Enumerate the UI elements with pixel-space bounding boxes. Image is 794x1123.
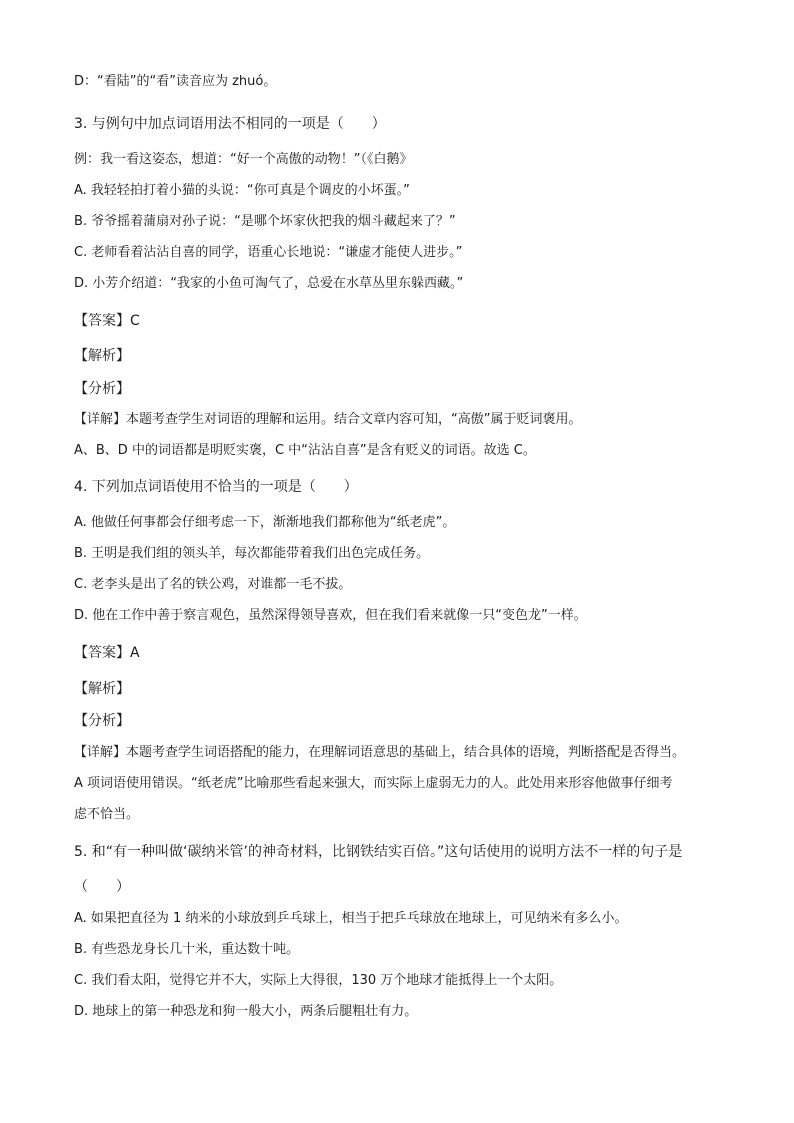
question-4-option-c: C. 老李头是出了名的铁公鸡，对谁都一毛不拔。 — [74, 577, 352, 592]
question-3-detail: 【详解】本题考查学生对词语的理解和运用。结合文章内容可知，“高傲”属于贬词褒用。 — [74, 412, 582, 427]
question-3-option-a: A. 我轻轻拍打着小猫的头说：“你可真是个调皮的小坏蛋。” — [74, 183, 410, 198]
question-4-fenxi-heading: 【分析】 — [74, 713, 130, 729]
question-3-answer: 【答案】C — [74, 313, 140, 329]
question-4-stem: 4. 下列加点词语使用不恰当的一项是（ ） — [74, 479, 358, 495]
question-3-example: 例：我一看这姿态，想道：“好一个高傲的动物！”（《白鹅》 — [74, 152, 413, 167]
question-4-answer: 【答案】A — [74, 645, 140, 661]
question-3-stem: 3. 与例句中加点词语用法不相同的一项是（ ） — [74, 116, 386, 132]
question-3-option-b: B. 爷爷摇着蒲扇对孙子说：“是哪个坏家伙把我的烟斗藏起来了？” — [74, 214, 456, 229]
question-3-detail-continued: A、B、D 中的词语都是明贬实褒，C 中“沾沾自喜”是含有贬义的词语。故选 C。 — [74, 443, 536, 458]
question-4-detail-continued: A 项词语使用错误。“纸老虎”比喻那些看起来强大，而实际上虚弱无力的人。此处用来形容他做事仔细考 — [74, 776, 673, 791]
question-5-option-c: C. 我们看太阳，觉得它并不大，实际上大得很，130 万个地球才能抵得上一个太阳。 — [74, 973, 563, 988]
question-3-fenxi-heading: 【分析】 — [74, 381, 130, 397]
question-5-option-a: A. 如果把直径为 1 纳米的小球放到乒乓球上，相当于把乒乓球放在地球上，可见纳米有多么小。 — [74, 911, 628, 926]
question-3-option-c: C. 老师看着沾沾自喜的同学，语重心长地说：“谦虚才能使人进步。” — [74, 245, 463, 260]
question-4-option-d: D. 他在工作中善于察言观色，虽然深得领导喜欢，但在我们看来就像一只“变色龙”一样。 — [74, 608, 587, 623]
question-4-option-a: A. 他做任何事都会仔细考虑一下，渐渐地我们都称他为“纸老虎”。 — [74, 515, 456, 530]
question-3-analysis-heading: 【解析】 — [74, 348, 130, 364]
question-5-stem: 5. 和“有一种叫做‘碳纳米管’的神奇材料，比钢铁结实百倍。”这句话使用的说明方法不一样的句子是 — [74, 844, 683, 860]
option-d-reading-note: D：“看陆”的“看”读音应为 zhuó。 — [74, 74, 277, 89]
question-5-option-b: B. 有些恐龙身长几十米，重达数十吨。 — [74, 942, 300, 957]
question-4-detail-end: 虑不恰当。 — [74, 807, 140, 822]
question-4-detail: 【详解】本题考查学生词语搭配的能力，在理解词语意思的基础上，结合具体的语境，判断搭配是否得当。 — [74, 745, 686, 760]
question-3-option-d: D. 小芳介绍道：“我家的小鱼可淘气了，总爱在水草丛里东躲西藏。” — [74, 276, 464, 291]
question-5-option-d: D. 地球上的第一种恐龙和狗一般大小，两条后腿粗壮有力。 — [74, 1004, 418, 1019]
question-4-option-b: B. 王明是我们组的领头羊，每次都能带着我们出色完成任务。 — [74, 546, 430, 561]
question-4-analysis-heading: 【解析】 — [74, 681, 130, 697]
question-5-stem-blank: （ ） — [74, 879, 130, 895]
